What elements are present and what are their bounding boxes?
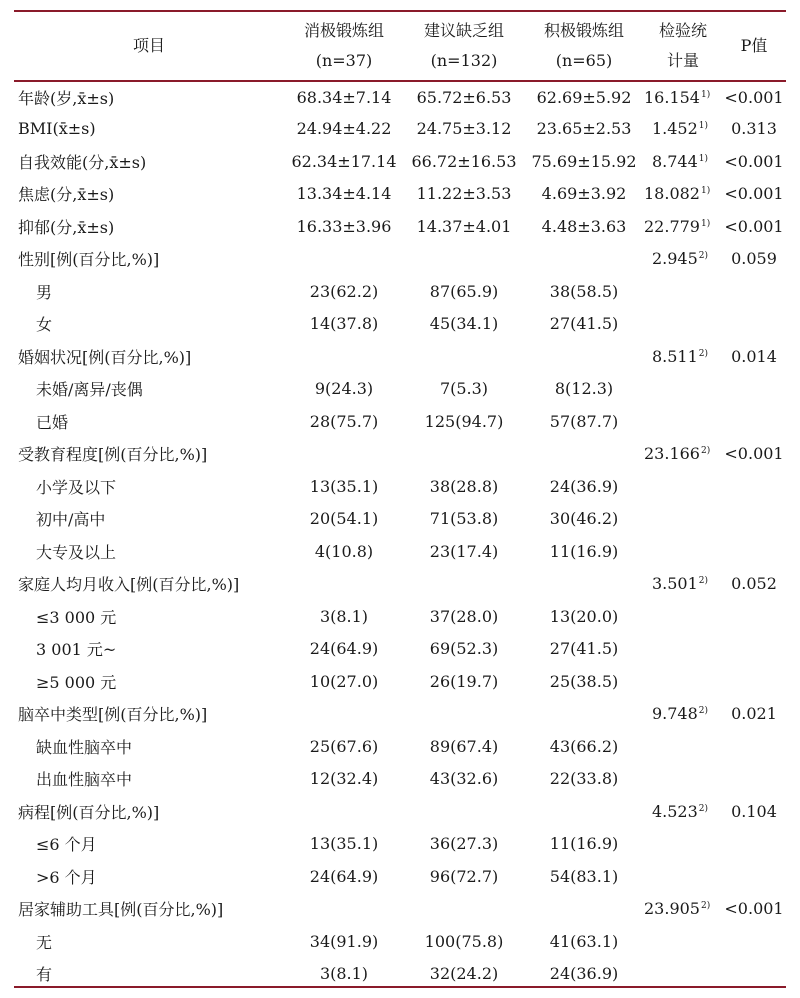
group2-value [404, 340, 524, 373]
p-value [722, 860, 786, 893]
header-group3: 积极锻炼组 (n=65) [543, 21, 624, 70]
group3-value: 11(16.9) [549, 541, 619, 561]
p-value: 0.014 [731, 346, 777, 366]
footnote-marker: 1) [700, 186, 711, 197]
row-label: 有 [36, 965, 53, 985]
row-label: ≥5 000 元 [36, 672, 117, 692]
group2-value [404, 893, 524, 926]
row-label: 小学及以下 [36, 477, 117, 497]
stat-value: 2.945 [651, 249, 698, 269]
stat-value: 4.523 [651, 801, 698, 821]
group3-value: 13(20.0) [549, 606, 619, 626]
group2-value: 66.72±16.53 [411, 151, 517, 171]
footnote-marker: 1) [698, 121, 708, 132]
footnote-marker: 1) [700, 90, 711, 101]
p-value [722, 535, 786, 568]
test-statistic [644, 275, 722, 308]
group2-value: 65.72±6.53 [416, 88, 512, 108]
test-statistic [644, 795, 722, 828]
row-label: 无 [36, 932, 53, 952]
group3-value [524, 795, 644, 828]
table-row [14, 470, 786, 503]
table-row [14, 113, 786, 146]
group2-value [404, 568, 524, 601]
group2-value: 100(75.8) [424, 931, 504, 951]
group3-value: 4.48±3.63 [541, 216, 627, 236]
row-label: 初中/高中 [36, 510, 106, 530]
p-value: 0.104 [731, 801, 777, 821]
test-statistic [644, 730, 722, 763]
group1-value: 12(32.4) [309, 769, 379, 789]
row-label: 抑郁(分,x̄±s) [18, 217, 115, 237]
p-value [722, 665, 786, 698]
group1-value: 62.34±17.14 [291, 151, 397, 171]
group2-value: 89(67.4) [429, 736, 499, 756]
footnote-marker: 2) [700, 901, 711, 912]
group1-value [284, 893, 404, 926]
row-label: 受教育程度[例(百分比,%)] [18, 445, 208, 465]
test-statistic [644, 243, 722, 276]
test-statistic [644, 535, 722, 568]
stat-value: 3.501 [651, 574, 698, 594]
table-row [14, 178, 786, 211]
table-row [14, 275, 786, 308]
test-statistic [644, 925, 722, 958]
p-value [722, 373, 786, 406]
group3-value: 75.69±15.92 [531, 151, 637, 171]
table-row [14, 698, 786, 731]
row-label: 男 [36, 282, 53, 302]
group2-value: 45(34.1) [429, 314, 499, 334]
group1-value: 20(54.1) [309, 509, 379, 529]
group2-value [404, 243, 524, 276]
group3-value: 24(36.9) [549, 964, 619, 984]
footnote-marker: 2) [698, 803, 708, 814]
group1-value: 24.94±4.22 [296, 119, 392, 139]
group1-value [284, 698, 404, 731]
group3-value: 22(33.8) [549, 769, 619, 789]
group3-value: 23.65±2.53 [536, 119, 632, 139]
test-statistic [644, 698, 722, 731]
p-value [722, 600, 786, 633]
group3-value: 57(87.7) [549, 411, 619, 431]
group1-value [284, 795, 404, 828]
group3-value [524, 340, 644, 373]
stat-value: 18.082 [644, 184, 700, 204]
p-value [722, 470, 786, 503]
p-value: <0.001 [724, 88, 784, 108]
table-row [14, 958, 786, 991]
row-label: BMI(x̄±s) [18, 119, 96, 139]
p-value [722, 763, 786, 796]
group2-value: 43(32.6) [429, 769, 499, 789]
group3-value [524, 438, 644, 471]
stat-value: 23.905 [644, 899, 700, 919]
group2-value: 38(28.8) [429, 476, 499, 496]
group1-value: 3(8.1) [319, 964, 369, 984]
group2-value: 36(27.3) [429, 834, 499, 854]
group1-value: 10(27.0) [309, 671, 379, 691]
footnote-marker: 2) [698, 348, 708, 359]
row-label: 性别[例(百分比,%)] [18, 250, 160, 270]
group2-value [404, 795, 524, 828]
p-value: <0.001 [724, 899, 784, 919]
group3-value: 41(63.1) [549, 931, 619, 951]
table-row [14, 665, 786, 698]
group3-value [524, 893, 644, 926]
group1-value: 23(62.2) [309, 281, 379, 301]
group3-value [524, 243, 644, 276]
group2-value: 11.22±3.53 [416, 184, 512, 204]
header-p: P值 [740, 36, 768, 55]
table-row [14, 438, 786, 471]
group3-value: 24(36.9) [549, 476, 619, 496]
table-row [14, 503, 786, 536]
group3-value: 30(46.2) [549, 509, 619, 529]
group1-value: 13(35.1) [309, 834, 379, 854]
table-row [14, 795, 786, 828]
group2-value: 26(19.7) [429, 671, 499, 691]
table-row [14, 405, 786, 438]
table-row [14, 210, 786, 243]
group1-value: 3(8.1) [319, 606, 369, 626]
test-statistic [644, 600, 722, 633]
stat-value: 16.154 [644, 88, 700, 108]
row-label: ≤3 000 元 [36, 607, 117, 627]
group1-value [284, 340, 404, 373]
group2-value: 24.75±3.12 [416, 119, 512, 139]
stat-value: 23.166 [644, 444, 700, 464]
test-statistic [644, 665, 722, 698]
row-label: 自我效能(分,x̄±s) [18, 152, 147, 172]
footnote-marker: 2) [700, 446, 711, 457]
test-statistic [644, 568, 722, 601]
table-row [14, 568, 786, 601]
row-label: ≤6 个月 [36, 835, 97, 855]
group2-value [404, 698, 524, 731]
group2-value: 71(53.8) [429, 509, 499, 529]
p-value [722, 275, 786, 308]
group2-value: 7(5.3) [439, 379, 489, 399]
footnote-marker: 1) [700, 218, 711, 229]
test-statistic [644, 145, 722, 178]
row-label: 病程[例(百分比,%)] [18, 802, 160, 822]
table-row [14, 373, 786, 406]
row-label: 3 001 元~ [36, 640, 117, 660]
test-statistic [644, 893, 722, 926]
p-value: <0.001 [724, 216, 784, 236]
footnote-marker: 2) [698, 706, 708, 717]
group3-value: 25(38.5) [549, 671, 619, 691]
group1-value: 13(35.1) [309, 476, 379, 496]
group1-value: 28(75.7) [309, 411, 379, 431]
footnote-marker: 2) [698, 576, 708, 587]
header-group2: 建议缺乏组 (n=132) [423, 21, 504, 70]
group1-value [284, 568, 404, 601]
table-row [14, 535, 786, 568]
table-row [14, 145, 786, 178]
row-label: 未婚/离异/丧偶 [36, 380, 143, 400]
group2-value: 32(24.2) [429, 964, 499, 984]
footnote-marker: 1) [698, 153, 708, 164]
table-row [14, 860, 786, 893]
group1-value: 16.33±3.96 [296, 216, 392, 236]
test-statistic [644, 373, 722, 406]
table-row [14, 340, 786, 373]
header-row [14, 12, 786, 80]
table-row [14, 730, 786, 763]
test-statistic [644, 178, 722, 211]
group2-value: 69(52.3) [429, 639, 499, 659]
group3-value: 11(16.9) [549, 834, 619, 854]
table-row [14, 925, 786, 958]
row-label: 大专及以上 [36, 542, 117, 562]
stat-value: 22.779 [644, 216, 700, 236]
table-body [14, 80, 786, 990]
group1-value [284, 438, 404, 471]
group3-value: 43(66.2) [549, 736, 619, 756]
row-label: 焦虑(分,x̄±s) [18, 185, 115, 205]
group1-value: 14(37.8) [309, 314, 379, 334]
table-row [14, 763, 786, 796]
stat-value: 1.452 [651, 119, 698, 139]
header-item: 项目 [132, 36, 165, 55]
group2-value: 14.37±4.01 [416, 216, 512, 236]
table-row [14, 308, 786, 341]
row-label: 出血性脑卒中 [36, 770, 133, 790]
group3-value: 27(41.5) [549, 314, 619, 334]
group2-value [404, 438, 524, 471]
p-value [722, 730, 786, 763]
row-label: >6 个月 [36, 867, 97, 887]
test-statistic [644, 470, 722, 503]
p-value: <0.001 [724, 444, 784, 464]
stat-value: 8.511 [651, 346, 698, 366]
p-value [722, 405, 786, 438]
group1-value [284, 243, 404, 276]
group3-value: 38(58.5) [549, 281, 619, 301]
p-value: <0.001 [724, 151, 784, 171]
test-statistic [644, 210, 722, 243]
header-group1: 消极锻炼组 (n=37) [303, 21, 384, 70]
table-row [14, 828, 786, 861]
p-value: 0.021 [731, 704, 777, 724]
test-statistic [644, 438, 722, 471]
p-value: 0.313 [731, 119, 777, 139]
table-row [14, 243, 786, 276]
p-value: 0.052 [731, 574, 777, 594]
group3-value: 27(41.5) [549, 639, 619, 659]
group3-value: 4.69±3.92 [541, 184, 627, 204]
group1-value: 13.34±4.14 [296, 184, 392, 204]
table-row [14, 80, 786, 113]
row-label: 居家辅助工具[例(百分比,%)] [18, 900, 224, 920]
test-statistic [644, 828, 722, 861]
table-row [14, 633, 786, 666]
header-stat: 检验统 计量 [658, 21, 707, 70]
test-statistic [644, 503, 722, 536]
test-statistic [644, 958, 722, 991]
row-label: 年龄(岁,x̄±s) [18, 89, 115, 109]
test-statistic [644, 763, 722, 796]
stat-value: 9.748 [651, 704, 698, 724]
data-table [14, 12, 786, 990]
row-label: 脑卒中类型[例(百分比,%)] [18, 705, 208, 725]
group2-value: 37(28.0) [429, 606, 499, 626]
group1-value: 34(91.9) [309, 931, 379, 951]
test-statistic [644, 860, 722, 893]
test-statistic [644, 80, 722, 113]
test-statistic [644, 113, 722, 146]
group3-value: 62.69±5.92 [536, 88, 632, 108]
group1-value: 24(64.9) [309, 639, 379, 659]
group1-value: 9(24.3) [314, 379, 374, 399]
p-value [722, 828, 786, 861]
group1-value: 4(10.8) [314, 541, 374, 561]
p-value [722, 925, 786, 958]
table-row [14, 600, 786, 633]
p-value: 0.059 [731, 249, 777, 269]
p-value [722, 308, 786, 341]
row-label: 已婚 [36, 412, 69, 432]
group3-value: 54(83.1) [549, 866, 619, 886]
test-statistic [644, 633, 722, 666]
p-value [722, 503, 786, 536]
footnote-marker: 2) [698, 251, 708, 262]
group2-value: 96(72.7) [429, 866, 499, 886]
p-value [722, 958, 786, 991]
group2-value: 87(65.9) [429, 281, 499, 301]
group1-value: 25(67.6) [309, 736, 379, 756]
p-value [722, 633, 786, 666]
group2-value: 125(94.7) [424, 411, 504, 431]
group2-value: 23(17.4) [429, 541, 499, 561]
row-label: 缺血性脑卒中 [36, 737, 133, 757]
group3-value [524, 698, 644, 731]
test-statistic [644, 405, 722, 438]
row-label: 婚姻状况[例(百分比,%)] [18, 347, 192, 367]
row-label: 家庭人均月收入[例(百分比,%)] [18, 575, 240, 595]
row-label: 女 [36, 315, 53, 335]
test-statistic [644, 340, 722, 373]
group3-value: 8(12.3) [554, 379, 614, 399]
group1-value: 68.34±7.14 [296, 88, 392, 108]
test-statistic [644, 308, 722, 341]
group3-value [524, 568, 644, 601]
table-row [14, 893, 786, 926]
group1-value: 24(64.9) [309, 866, 379, 886]
stat-value: 8.744 [651, 151, 698, 171]
p-value: <0.001 [724, 184, 784, 204]
